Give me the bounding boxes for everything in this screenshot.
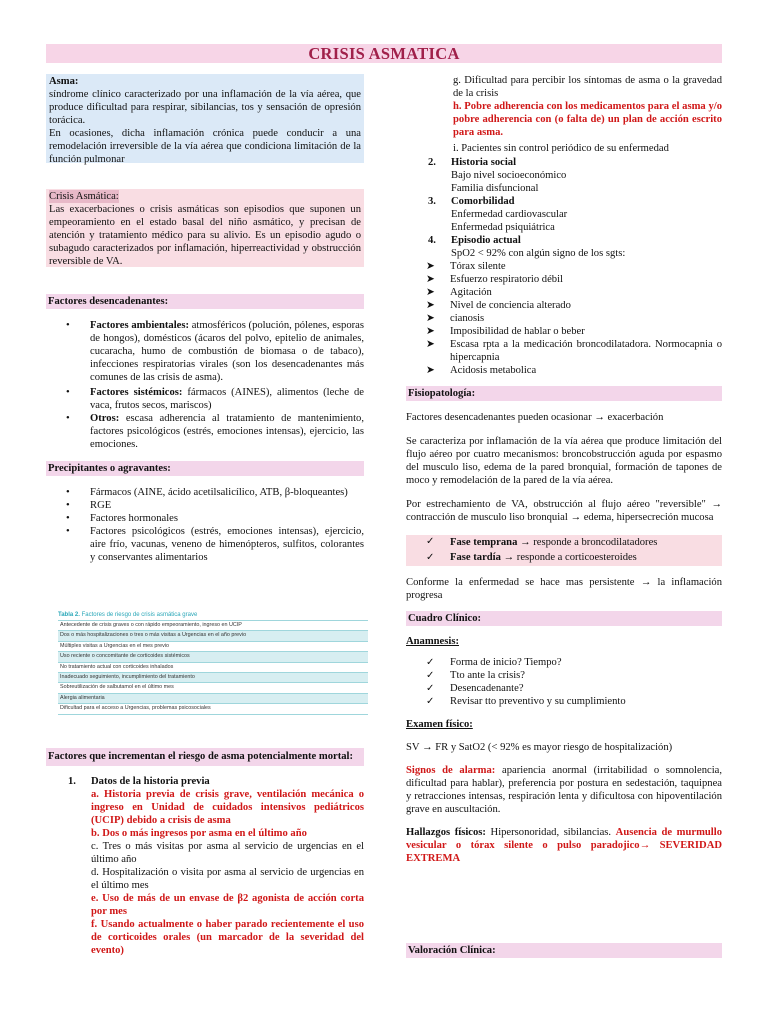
table-row: Inadecuado seguimiento, incumplimiento del tratamiento xyxy=(58,672,368,682)
riesgo-list xyxy=(46,775,364,957)
riesgo-heading: Factores que incrementan el riesgo de asma potencialmente mortal: xyxy=(46,748,364,766)
risk-factors-table xyxy=(58,610,368,715)
riesgo-item-i: i. Pacientes sin control periódico de su enfermedad xyxy=(453,143,669,154)
check-icon: ✓ xyxy=(426,670,435,681)
list-item: • Factores hormonales xyxy=(66,513,178,524)
arrow-bullet-icon: ➤ xyxy=(426,274,435,285)
right-column xyxy=(406,74,722,865)
riesgo-item-g: g. Dificultad para percibir los síntomas de asma o la gravedad de la crisis xyxy=(453,75,722,99)
table-row: Antecedente de crisis graves o con rápido empeoramiento, ingreso en UCIP xyxy=(58,620,368,630)
fisio-heading: Fisiopatología: xyxy=(406,386,722,401)
list-item: • Factores sistémicos: fármacos (AINES), alimentos (leche de vaca, frutos secos, mariscos) xyxy=(66,387,364,411)
list-item: ➤ Esfuerzo respiratorio débil xyxy=(426,274,563,285)
table-row: Alergia alimentaria xyxy=(58,693,368,703)
arrow-bullet-icon: ➤ xyxy=(426,339,435,350)
list-item: • Otros: escasa adherencia al tratamiento de mantenimiento, factores psicológicos (estrés, emociones intensas), ejercicio, las emociones. xyxy=(66,413,364,450)
fisio-text-2: Se caracteriza por inflamación de la vía aérea que produce limitación del flujo aéreo por cuatro mecanismos: broncobstrucción aguda por espasmo del musculo liso, edema de la pared bronquial, formación de tapones de moco y remodelación de la pared de la vía aérea. xyxy=(406,436,722,486)
check-icon: ✓ xyxy=(426,657,435,668)
list-item: ✓ Fase tardía → responde a corticoesteroides xyxy=(426,552,637,563)
riesgo-list-cont xyxy=(406,156,722,260)
list-item: ➤ Escasa rpta a la medicación broncodilatadora. Normocapnia o hipercapnia xyxy=(426,339,722,363)
list-item: ✓ Forma de inicio? Tiempo? xyxy=(426,657,562,668)
page-title: CRISIS ASMATICA xyxy=(46,44,722,63)
riesgo-item-h: h. Pobre adherencia con los medicamentos para el asma y/o pobre adherencia con (o falta de) un plan de acción escrito para asma. xyxy=(453,101,722,138)
arrow-bullet-icon: ➤ xyxy=(426,326,435,337)
table-row: No tratamiento actual con corticoides inhalados xyxy=(58,662,368,672)
desencadenantes-heading: Factores desencadenantes: xyxy=(46,294,364,309)
bullet-icon: • xyxy=(66,320,70,331)
table-row: Uso reciente o concomitante de corticoides sistémicos xyxy=(58,651,368,661)
desencadenantes-list xyxy=(46,319,364,451)
check-icon: ✓ xyxy=(426,683,435,694)
left-column xyxy=(46,74,364,564)
table-row: Múltiples visitas a Urgencias en el mes previo xyxy=(58,641,368,651)
asma-text-1: síndrome clínico caracterizado por una inflamación de la vía aérea, que produce dificultad para respirar, sibilancias, tos y sensación de opresión torácica. xyxy=(49,89,361,126)
crisis-text: Las exacerbaciones o crisis asmáticas son episodios que suponen un empeoramiento en el estado basal del niño asmático, y precisan de atención y tratamiento médico para su alivio. Es un episodio agudo o subagudo caracterizados por inflamación, hiperreactividad y obstrucción reversible de VA. xyxy=(49,204,361,267)
valoracion-heading: Valoración Clínica: xyxy=(406,943,722,958)
table-row: Dificultad para el acceso a Urgencias, problemas psicosociales xyxy=(58,703,368,714)
bullet-icon: • xyxy=(66,413,70,424)
anamnesis-list xyxy=(406,656,722,708)
bullet-icon: • xyxy=(66,487,70,498)
list-item: 3. Comorbilidad Enfermedad cardiovascular Enfermedad psiquiátrica xyxy=(428,196,568,233)
list-item: ➤ Imposibilidad de hablar o beber xyxy=(426,326,585,337)
list-item: • Factores psicológicos (estrés, emociones intensas), ejercicio, aire frío, vacunas, veneno de himenópteros, sulfitos, colorantes y conservantes alimentarios xyxy=(66,526,364,563)
list-item: ➤ Acidosis metabolica xyxy=(426,365,537,376)
list-item: 2. Historia social Bajo nivel socioeconómico Familia disfuncional xyxy=(428,157,567,194)
check-icon: ✓ xyxy=(426,696,435,707)
asma-text-2: En ocasiones, dicha inflamación crónica puede conducir a una remodelación irreversible de la vía aérea que condiciona limitación de la función pulmonar xyxy=(49,128,361,165)
table-row: Sobreutilización de salbutamol en el último mes xyxy=(58,682,368,692)
fisio-text-4: Conforme la enfermedad se hace mas persistente → la inflamación progresa xyxy=(406,577,722,601)
fisio-text-1: Factores desencadenantes pueden ocasionar → exacerbación xyxy=(406,412,664,423)
precipitantes-list xyxy=(46,486,364,564)
bullet-icon: • xyxy=(66,513,70,524)
signos-vitales: SV → FR y SatO2 (< 92% es mayor riesgo de hospitalización) xyxy=(406,742,673,753)
list-item: ✓ Fase temprana → responde a broncodilatadores xyxy=(426,536,658,548)
list-item: ✓ Tto ante la crisis? xyxy=(426,670,526,681)
episodio-signs-list xyxy=(406,260,722,377)
asma-box xyxy=(46,74,364,163)
arrow-bullet-icon: ➤ xyxy=(426,287,435,298)
list-item: • RGE xyxy=(66,500,112,511)
precipitantes-heading: Precipitantes o agravantes: xyxy=(46,461,364,476)
list-item: ➤ cianosis xyxy=(426,313,485,324)
list-item: ➤ Agitación xyxy=(426,287,492,298)
list-item: ➤ Nivel de conciencia alterado xyxy=(426,300,571,311)
signos-alarma: Signos de alarma: apariencia anormal (irritabilidad o somnolencia, dificultad para hablar), preferencia por postura en sedestación, taquipnea y retracciones intensas, respiración lenta y dificultosa con hipoventilación grave en auscultación. xyxy=(406,765,722,815)
arrow-bullet-icon: ➤ xyxy=(426,365,435,376)
anamnesis-heading: Anamnesis: xyxy=(406,636,459,647)
check-icon: ✓ xyxy=(426,536,435,547)
fisio-text-3: Por estrechamiento de VA, obstrucción al flujo aéreo "reversible" → contracción de musculo liso bronquial → edema, hipersecreción mucosa xyxy=(406,499,722,523)
table-caption: Tabla 2. Factores de riesgo de crisis asmática grave xyxy=(58,612,198,618)
list-item: ➤ Tórax silente xyxy=(426,261,506,272)
crisis-box xyxy=(46,189,364,267)
hallazgos-fisicos: Hallazgos físicos: Hipersonoridad, sibilancias. Ausencia de murmullo vesicular o tórax silente o pulso paradojico→ SEVERIDAD EXTREMA xyxy=(406,827,722,864)
check-icon: ✓ xyxy=(426,552,435,563)
fases-box xyxy=(406,535,722,566)
list-item: • Factores ambientales: atmosféricos (polución, pólenes, esporas de hongos), domésticos (ácaros del polvo, epitelio de animales, cucaracha, humo de combustión de biomasa o de tabaco), infecciones respiratorias virales (son los desencadenantes más comunes de las crisis de asma). xyxy=(66,320,364,383)
list-item: ✓ Revisar tto preventivo y su cumplimiento xyxy=(426,696,626,707)
bullet-icon: • xyxy=(66,526,70,537)
asma-heading: Asma: xyxy=(49,76,79,87)
arrow-bullet-icon: ➤ xyxy=(426,261,435,272)
cuadro-heading: Cuadro Clínico: xyxy=(406,611,722,626)
crisis-heading: Crisis Asmática: xyxy=(49,191,119,202)
examen-heading: Examen físico: xyxy=(406,719,473,730)
list-item: 4. Episodio actual SpO2 < 92% con algún signo de los sgts: xyxy=(428,235,626,259)
list-item: • Fármacos (AINE, ácido acetilsalicílico, ATB, β-bloqueantes) xyxy=(66,487,348,498)
arrow-bullet-icon: ➤ xyxy=(426,313,435,324)
list-item: ✓ Desencadenante? xyxy=(426,683,524,694)
table-row: Dos o más hospitalizaciones o tres o más visitas a Urgencias en el año previo xyxy=(58,630,368,640)
bullet-icon: • xyxy=(66,500,70,511)
bullet-icon: • xyxy=(66,387,70,398)
list-item: 1. Datos de la historia previa a. Historia previa de crisis grave, ventilación mecánica o ingreso en Unidad de cuidados intensivos pediátricos (UCIP) debido a crisis de asma b. Dos o más ingresos por asma en el último año c. Tres o más visitas por asma al servicio de urgencias en el último año d. Hospitalización o visita por asma al servicio de urgencias en el último mes e. Uso de más de un envase de β2 agonista de acción corta por mes f. Usando actualmente o haber parado recientemente el uso de corticoides orales (un marcador de la severidad del evento) xyxy=(68,776,364,956)
arrow-bullet-icon: ➤ xyxy=(426,300,435,311)
riesgo-section xyxy=(46,748,364,957)
